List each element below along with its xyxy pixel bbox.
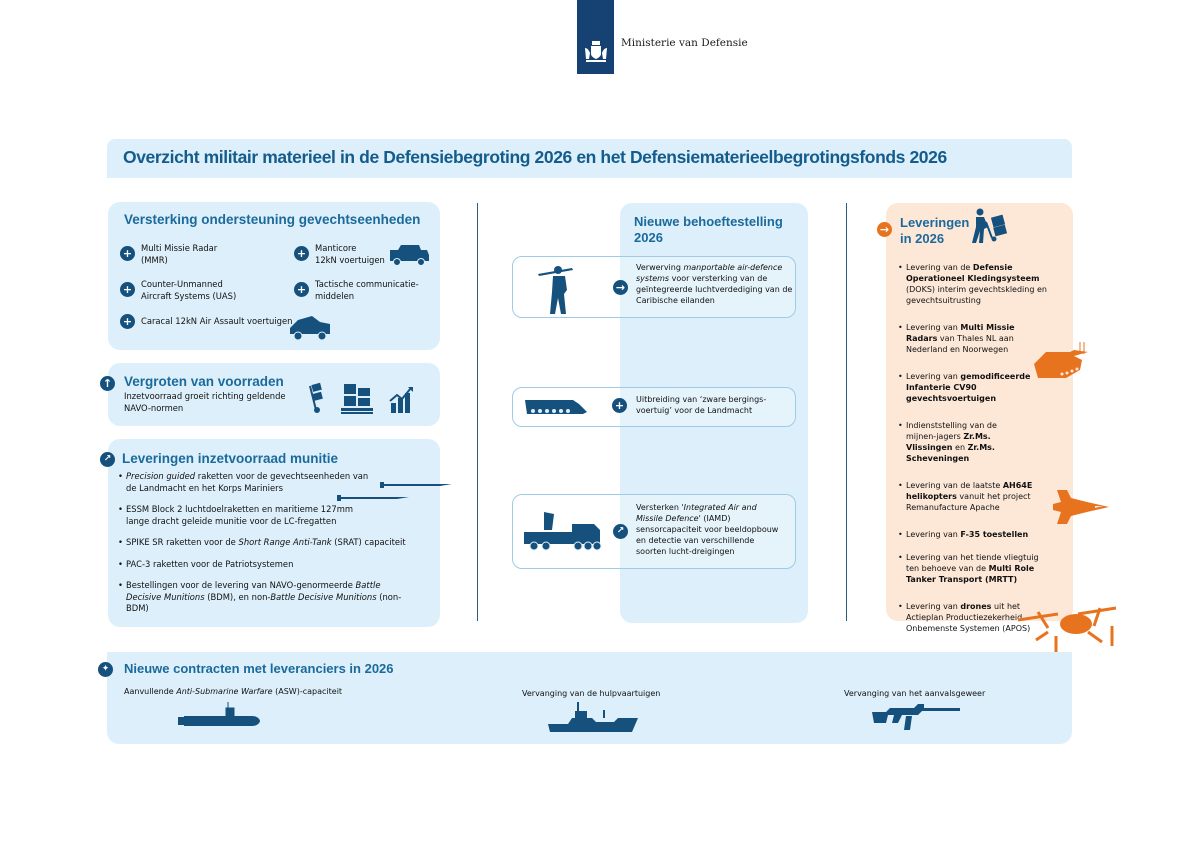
plus-icon: + [612,398,627,413]
deliveries-title: Leveringen in 2026 [900,215,970,246]
cv90-vehicle-icon [1032,342,1092,382]
organisation-name: Ministerie van Defensie [621,37,748,49]
delivery-person-icon [970,208,1010,244]
stocks-text: Inzetvoorraad groeit richting geldende NAVO-normen [124,391,286,413]
soldier-manpads-icon [538,262,578,316]
plus-icon: + [120,314,135,329]
plus-icon: + [294,246,309,261]
trend-icon: ↗ [100,452,115,467]
sparkle-icon: ✦ [98,662,113,677]
support-item-tactical-comms: Tactische communicatie- middelen [315,279,419,301]
plus-icon: + [294,282,309,297]
recovery-vehicle-icon [525,396,597,418]
delivery-item: • Levering van gemodificeerde Infanterie CV90 gevechtsvoertuigen [898,371,1064,404]
plus-icon: + [120,282,135,297]
needs-item-text: Verwerving manportable air-defence systems voor versterking van de geïntegreerde luchtverdediging van de Caribische eilanden [636,263,793,305]
ship-icon [548,702,640,732]
page-title: Overzicht militair materieel in de Defensiebegroting 2026 en het Defensiematerieelbegrotingsfonds 2026 [123,147,947,167]
rifle-icon [872,704,962,734]
support-item-cuas: Counter-Unmanned Aircraft Systems (UAS) [141,279,237,301]
deliveries-list [898,262,1064,634]
ammo-item: • Bestellingen voor de levering van NAVO-genormeerde Battle Decisive Munitions (BDM), en non-Battle Decisive Munitions (non-BDM) [118,580,418,615]
missile-icon [337,493,409,501]
pallet-boxes-icon [340,382,374,414]
growth-chart-icon [389,385,415,413]
delivery-item: • Levering van Multi Missie Radars van Thales NL aan Nederland en Noorwegen [898,322,1040,355]
column-divider [846,203,847,621]
radar-truck-icon [522,510,604,554]
ammo-item: • ESSM Block 2 luchtdoelraketten en maritieme 127mm lange dracht geleide munitie voor de LC-fregatten [118,504,374,527]
contracts-title: Nieuwe contracten met leveranciers in 2026 [124,661,394,676]
delivery-item: • Levering van de laatste AH64E helikopters vanuit het project Remanufacture Apache [898,480,1043,513]
coat-of-arms-icon [583,38,609,64]
delivery-item: • Levering van F-35 toestellen [898,529,1064,540]
delivery-item: • Levering van drones uit het Actieplan Productiezekerheid Onbemenste Systemen (APOS) [898,601,1048,634]
support-title: Versterking ondersteuning gevechtseenheden [124,212,421,227]
stocks-title: Vergroten van voorraden [124,374,284,389]
ammo-list [118,471,406,615]
needs-item-text: Versterken 'Integrated Air and Missile Defence' (IAMD) sensorcapaciteit voor beeldopbouw en detectie van verschillende soorten lucht-dreigingen [636,503,779,556]
support-item-caracal: Caracal 12kN Air Assault voertuigen [141,316,293,326]
manticore-vehicle-icon [388,244,430,266]
ammo-item: • SPIKE SR raketten voor de Short Range Anti-Tank (SRAT) capaciteit [118,537,418,549]
delivery-item: • Levering van de Defensie Operationeel Kledingsysteem (DOKS) interim gevechtskleding en gevechtsuitrusting [898,262,1064,306]
needs-item-text: Uitbreiding van ‘zware bergings-voertuig’ voor de Landmacht [636,395,767,415]
missile-icon [380,480,452,488]
contract-item-asw: Aanvullende Anti-Submarine Warfare (ASW)-capaciteit [124,687,343,696]
hand-truck-icon [306,382,326,414]
ammo-item: • Precision guided raketten voor de gevechtseenheden van de Landmacht en het Korps Mariniers [118,471,374,494]
support-item-manticore: Manticore 12kN voertuigen [315,243,385,265]
column-divider [477,203,478,621]
f35-jet-icon [1053,488,1111,526]
submarine-icon [178,702,262,728]
delivery-item: • Levering van het tiende vliegtuig ten behoeve van de Multi Role Tanker Transport (MRTT) [898,552,1048,585]
needs-title: Nieuwe behoeftestelling 2026 [634,214,783,245]
arrow-right-icon: → [613,280,628,295]
caracal-vehicle-icon [287,314,333,344]
plus-icon: + [120,246,135,261]
ammo-item: • PAC-3 raketten voor de Patriotsystemen [118,559,374,571]
arrow-right-icon: → [877,222,892,237]
logo-emblem [577,0,614,74]
contract-item-auxiliary-ships: Vervanging van de hulpvaartuigen [522,689,661,698]
delivery-item: • Indienststelling van de mijnen-jagers Zr.Ms. Vlissingen en Zr.Ms. Scheveningen [898,420,1028,464]
arrow-up-icon: ↑ [100,376,115,391]
support-item-mmr: Multi Missie Radar (MMR) [141,243,218,265]
ammo-title: Leveringen inzetvoorraad munitie [122,451,339,466]
arrow-up-right-icon: ↗ [613,524,628,539]
contract-item-assault-rifle: Vervanging van het aanvalsgeweer [844,689,986,698]
